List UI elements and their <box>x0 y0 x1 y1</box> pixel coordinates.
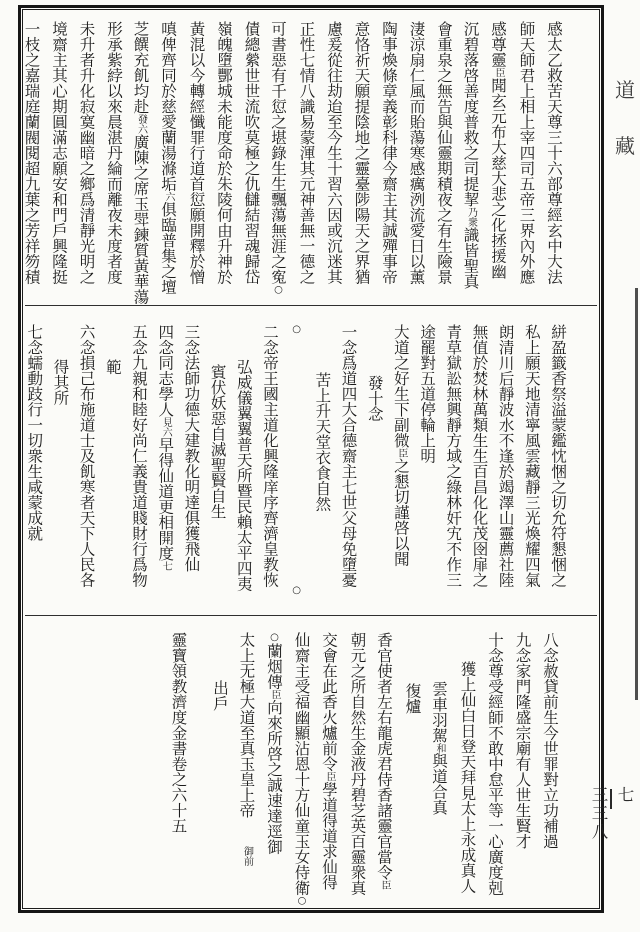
text-column <box>481 632 509 896</box>
column-text: 朝元之所自然生金液丹碧芝英百靈衆真 <box>348 631 367 895</box>
column-text: 仙齋主受福幽顯沾恩十方仙童玉女侍衛 <box>292 631 311 895</box>
text-column <box>457 21 485 289</box>
column-text: 學道得道求仙得 <box>320 781 338 890</box>
column-text: 絣盈籤香祭溢蒙鑑忱悃之切允符懇悃之 <box>549 323 567 587</box>
column-text: 朗清川后靜波水不逢於竭澤山靈薦社陸 <box>496 323 515 587</box>
column-text: 五念九親和睦好尚仁義貴道賤財行爲物 <box>130 323 148 587</box>
small-interlinear-text: 御前 <box>241 845 253 866</box>
text-column <box>430 21 458 285</box>
column-text: 境齋主其心期圓滿志願安和門戶興隆挺 <box>50 21 68 285</box>
text-column <box>545 324 571 588</box>
text-column <box>426 632 454 816</box>
text-column <box>47 324 73 406</box>
column-text: 太上无極大道至真玉皇上帝 <box>237 631 256 818</box>
small-interlinear-text: ○ <box>291 323 303 335</box>
text-column <box>17 21 45 285</box>
text-column <box>231 324 257 592</box>
column-text: 感尊靈 <box>489 21 507 68</box>
text-column <box>265 21 293 296</box>
scan-edge-artifact <box>635 288 638 700</box>
column-text: 苦上升天堂衣食自然 <box>313 371 332 512</box>
small-interlinear-text: 臣 <box>379 879 390 890</box>
column-text: 得其所 <box>51 359 70 406</box>
text-column <box>309 324 335 512</box>
column-text: 一念爲道四大合德齋主七世父母免墮憂 <box>339 323 358 587</box>
column-text: 途罷對五道停輪上明 <box>418 323 437 463</box>
small-interlinear-text: 和 <box>434 743 445 754</box>
column-text: 蘭烟傳 <box>265 642 283 689</box>
text-column <box>100 21 128 285</box>
text-column <box>466 324 492 588</box>
text-column <box>288 632 316 907</box>
text-column <box>343 632 371 896</box>
column-text: 嗔俾齊同於慈愛蘭湯滌垢 <box>159 21 177 192</box>
volume-title-column <box>164 632 192 834</box>
column-text: 復爐 <box>403 682 422 714</box>
page-number-digit: 八 <box>589 823 608 842</box>
text-section-top <box>22 12 597 306</box>
text-column <box>72 21 100 285</box>
text-column <box>182 21 210 285</box>
page-number-dash <box>610 789 612 809</box>
column-text: 七念蠕動跂行一切衆生咸蒙成就 <box>25 323 44 541</box>
page-number-digit: 三 <box>589 786 608 805</box>
column-text: 與道合真 <box>430 753 448 816</box>
heading-chu-hu <box>206 632 234 711</box>
text-column <box>257 324 283 588</box>
text-column <box>127 21 155 305</box>
text-column <box>126 324 152 588</box>
text-column <box>347 21 375 285</box>
text-column <box>440 324 466 588</box>
column-text: 陶事煥條章義彰科律今齋主其誠殫事帝 <box>380 21 398 285</box>
column-text: 之懇切謹啓以聞 <box>391 457 410 566</box>
column-text: 三念法師功德大建教化明達俱獲飛仙 <box>182 323 201 572</box>
column-text: 賓伏妖惡自滅聖賢自生 <box>208 363 227 519</box>
heading-fa-shi-nian <box>362 324 388 422</box>
column-text: 私上願天地清寧風雲藏靜三光煥耀四氣 <box>522 323 541 587</box>
column-text: 八念赦貸前生今世罪對立功補過 <box>541 631 559 849</box>
column-text: 靈寶領教濟度金書卷之六十五 <box>169 631 188 833</box>
column-text: 獲上仙白日登天拜見太上永成真人 <box>458 660 477 894</box>
text-column <box>155 21 183 295</box>
text-column <box>237 21 265 285</box>
column-text: 形承紫綍以來晨湛丹綸而離夜未度者度 <box>105 21 123 285</box>
small-interlinear-text: ○ <box>291 584 303 596</box>
text-section-bottom <box>25 616 597 907</box>
small-interlinear-text: 六 <box>163 191 174 202</box>
text-block <box>22 12 597 906</box>
column-text: 二念帝王國主道化興隆庠序齊濟皇教恢 <box>260 323 279 587</box>
column-text: 感太乙救苦天尊三十六部尊經玄中大法 <box>545 21 563 285</box>
text-section-middle <box>25 306 597 616</box>
text-column <box>371 632 399 890</box>
column-text: 交會在此香火爐前令 <box>320 631 338 771</box>
page-number-digit: 三 <box>589 804 608 823</box>
column-text: 聞玄元布大慈大悲之化拯援幽 <box>489 77 507 279</box>
margin-label-dao: 道 <box>615 78 635 102</box>
small-interlinear-text: 臣 <box>493 67 504 78</box>
text-column <box>375 21 403 285</box>
section-marker-column <box>283 324 309 596</box>
text-column <box>233 632 261 866</box>
column-text: 廣陳之席玉斝鍊質黃華蕩 <box>131 134 150 305</box>
column-text: 範 <box>103 359 122 375</box>
page-frame <box>18 5 604 913</box>
small-interlinear-text: 見六 <box>160 416 172 437</box>
text-column <box>178 324 204 572</box>
small-interlinear-text: 發六 <box>135 114 147 134</box>
column-text: 沉碧落啓善度普救之司提挈 <box>461 21 480 207</box>
text-column <box>519 324 545 588</box>
column-text: 香官使者左右龍虎君侍香諸靈官當令 <box>375 631 393 880</box>
small-interlinear-text: 乃衆 <box>465 207 477 227</box>
text-column <box>45 21 73 285</box>
column-text: 無值於焚林萬類生生百昌化化茂囹扉之 <box>470 323 489 587</box>
margin-label-zang: 藏 <box>615 134 635 158</box>
text-column <box>204 324 230 519</box>
column-text: 可書惡有千愆之堪錄生生飄蕩無涯之寃 <box>269 21 287 285</box>
column-text: 意恪祈天願提陰地之靈臺陟陽天之界猶 <box>352 21 371 285</box>
column-text: 早得仙道更相開度 <box>156 436 175 561</box>
text-column <box>492 324 518 588</box>
text-column <box>210 21 238 285</box>
column-text: 會重泉之無告與仙靈期積夜之有生險景 <box>435 21 453 285</box>
column-text: 未升者升化寂寞幽暗之鄉爲清靜光明之 <box>77 21 96 285</box>
small-interlinear-text: ○ <box>296 895 308 906</box>
text-column <box>402 21 430 285</box>
text-column <box>100 324 126 375</box>
column-text: 九念家門隆盛宗廟有人世生賢才 <box>513 631 532 849</box>
column-text: 四念同志學人 <box>156 323 175 417</box>
text-column <box>21 324 47 541</box>
text-column <box>320 21 348 285</box>
column-text: 雲車羽駕 <box>430 681 448 744</box>
text-column <box>261 632 289 855</box>
small-interlinear-text: 臣 <box>395 447 407 458</box>
text-column <box>335 324 361 588</box>
text-column <box>485 21 513 279</box>
text-column <box>388 324 414 567</box>
small-interlinear-text: 臣 <box>324 771 335 781</box>
column-text: 弘威儀翼翼普天所暨民賴太平四夷 <box>234 359 253 592</box>
column-text: 向來所啓之誠速達逕御 <box>265 699 283 854</box>
column-text: 大道之好生下副微 <box>391 323 410 448</box>
column-text: 發十念 <box>365 374 384 422</box>
text-column <box>508 632 536 849</box>
column-text: 六念損己布施道士及飢寒者天下人民各 <box>77 323 96 587</box>
column-text: 俱臨普集之壇 <box>159 201 177 295</box>
column-text: 一枝之嘉瑞庭蘭閥閱超九葉之芳祥笏積 <box>22 21 41 285</box>
column-text: 債總縈世世流吹莫極之仇讎結習魂歸岱 <box>242 21 261 285</box>
text-column <box>152 324 178 571</box>
text-column <box>536 632 564 849</box>
small-interlinear-text: ○ <box>269 631 280 643</box>
small-interlinear-text: 臣 <box>269 689 280 699</box>
column-text: 十念尊受經師不敢中怠平等一心廣度剋 <box>486 631 504 895</box>
text-column <box>540 21 568 285</box>
column-text: 識皆聖真 <box>461 227 480 289</box>
small-interlinear-text: ○ <box>273 284 284 296</box>
column-text: 青草獄訟無興靜方域之綠林奸宄不作三 <box>444 323 463 587</box>
text-column <box>414 324 440 464</box>
text-column <box>316 632 344 890</box>
text-column <box>73 324 99 588</box>
column-text: 慮爰從往劫迨至今生十習六因或沉迷其 <box>325 21 343 285</box>
text-column <box>292 21 320 285</box>
text-column <box>453 632 481 894</box>
column-text: 師天師君上相上宰四司五帝三界內外應 <box>517 21 536 285</box>
column-text: 出戶 <box>211 679 229 711</box>
small-interlinear-text: 七 <box>160 560 172 571</box>
column-text: 黃混以今轉經懺罪行道首愆願開釋於憎 <box>187 21 206 285</box>
text-column <box>512 21 540 285</box>
column-text: 淒涼扇仁風而貽蕩寒感癘洌流愛日以薰 <box>407 21 426 285</box>
column-text: 嶺魄墮酆城未能度命於朱陵何由升神於 <box>215 21 233 285</box>
heading-fu-lu <box>398 632 426 714</box>
page-number-digit: 七 <box>615 786 634 805</box>
page-number <box>589 786 636 842</box>
column-text: 芝饌充飢均赴 <box>131 21 150 114</box>
column-text: 正性七情八識易蒙渾其元神善無一德之 <box>297 21 316 285</box>
